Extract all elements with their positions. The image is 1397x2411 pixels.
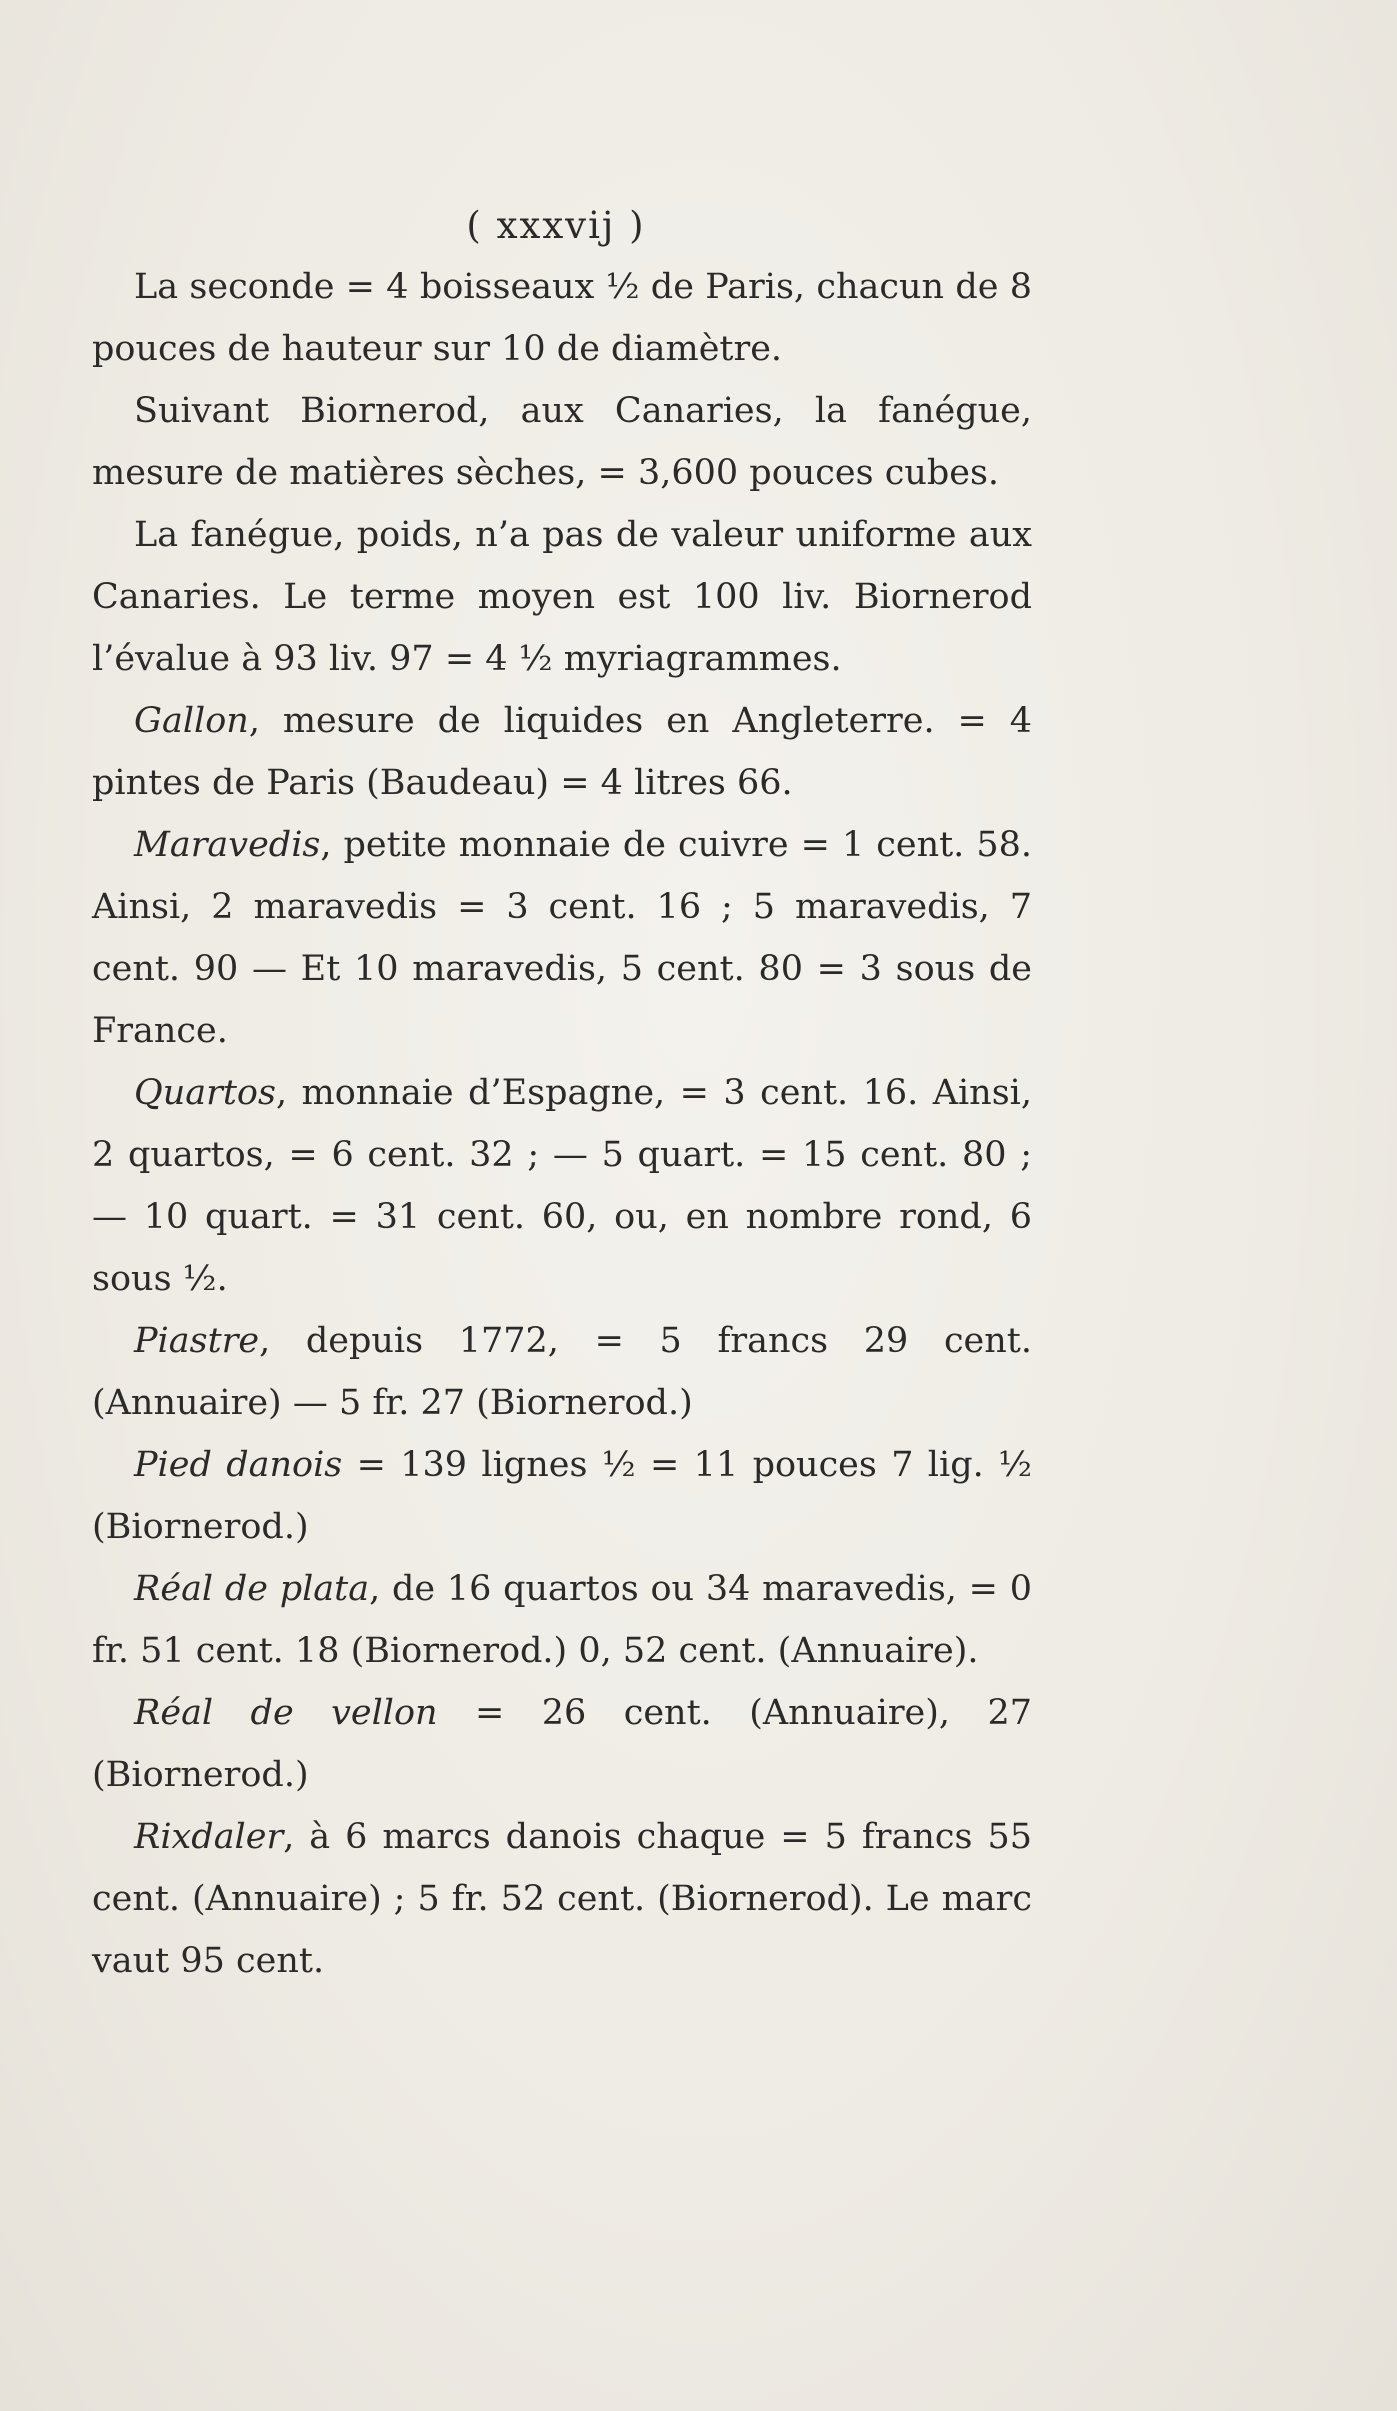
term-real-de-plata: Réal de plata: [134, 1569, 370, 1609]
paragraph-piastre: [92, 1310, 1032, 1434]
page-text: [92, 190, 1032, 1992]
term-maravedis: Maravedis: [134, 825, 321, 865]
paragraph-text: , monnaie d’Espagne, = 3 cent. 16. Ainsi, 2 quartos, = 6 cent. 32 ; — 5 quart. = 15 cent. 80 ; — 10 quart. = 31 cent. 60, ou, en nombre rond, 6 sous ½.: [92, 1073, 1032, 1299]
term-pied-danois: Pied danois: [134, 1445, 343, 1485]
paragraph-text: La seconde = 4 boisseaux ½ de Paris, chacun de 8 pouces de hauteur sur 10 de diamètre.: [92, 267, 1032, 369]
paragraph-text: , mesure de liquides en Angleterre. = 4 pintes de Paris (Baudeau) = 4 litres 66.: [92, 701, 1032, 803]
paragraph-text: = 139 lignes ½ = 11 pouces 7 lig. ½ (Biornerod.): [92, 1445, 1032, 1547]
paragraph-text: , à 6 marcs danois chaque = 5 francs 55 cent. (Annuaire) ; 5 fr. 52 cent. (Biornerod). Le marc vaut 95 cent.: [92, 1817, 1032, 1981]
paragraph-real-de-vellon: [92, 1682, 1032, 1806]
paragraph-3: [92, 504, 1032, 690]
paragraph-real-de-plata: [92, 1558, 1032, 1682]
term-rixdaler: Rixdaler: [134, 1817, 284, 1857]
paragraph-pied-danois: [92, 1434, 1032, 1558]
paragraph-text: La fanégue, poids, n’a pas de valeur uniforme aux Canaries. Le terme moyen est 100 liv. Biornerod l’évalue à 93 liv. 97 = 4 ½ myriagrammes.: [92, 515, 1032, 679]
paragraph-gallon: [92, 690, 1032, 814]
term-quartos: Quartos: [134, 1073, 276, 1113]
paragraph-text: , petite monnaie de cuivre = 1 cent. 58. Ainsi, 2 maravedis = 3 cent. 16 ; 5 maravedis, 7 cent. 90 — Et 10 maravedis, 5 cent. 80 = 3 sous de France.: [92, 825, 1032, 1051]
paragraph-text: = 26 cent. (Annuaire), 27 (Biornerod.): [92, 1693, 1033, 1795]
paragraph-maravedis: [92, 814, 1032, 1062]
paragraph-text: , de 16 quartos ou 34 maravedis, = 0 fr. 51 cent. 18 (Biornerod.) 0, 52 cent. (Annuaire).: [92, 1569, 1032, 1671]
paragraph-text: , depuis 1772, = 5 francs 29 cent. (Annuaire) — 5 fr. 27 (Biornerod.): [92, 1321, 1032, 1423]
paragraph-2: [92, 380, 1032, 504]
term-real-de-vellon: Réal de vellon: [134, 1693, 438, 1733]
paragraph-quartos: [92, 1062, 1032, 1310]
paragraph-text: Suivant Biornerod, aux Canaries, la fanégue, mesure de matières sèches, = 3,600 pouces cubes.: [92, 391, 1032, 493]
term-piastre: Piastre: [134, 1321, 260, 1361]
paragraph-1: [92, 256, 1032, 380]
term-gallon: Gallon: [134, 701, 249, 741]
paragraph-rixdaler: [92, 1806, 1032, 1992]
page-number-header: ( xxxvij ): [466, 204, 646, 247]
